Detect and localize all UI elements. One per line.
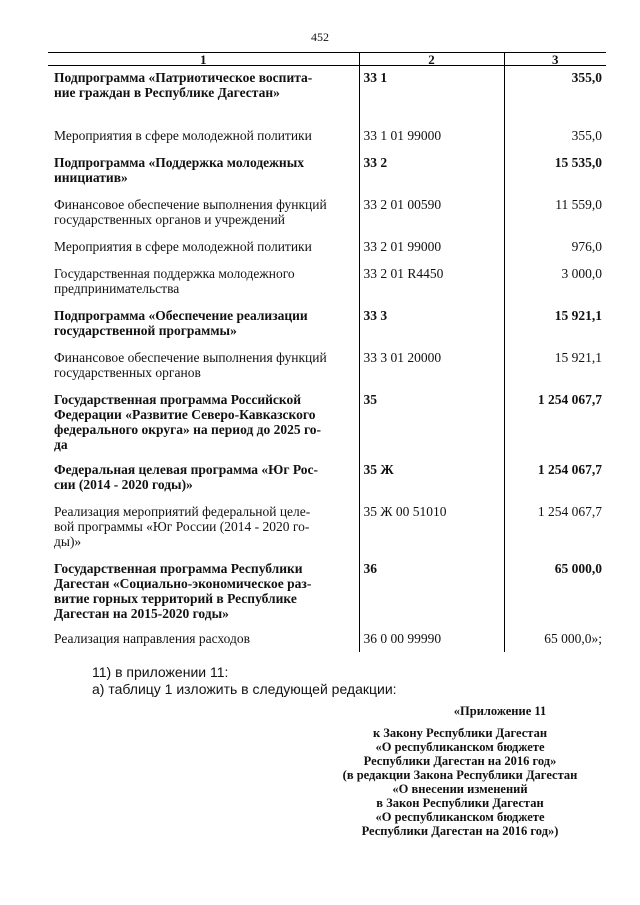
table-row [48, 388, 606, 458]
row-code: 35 Ж [359, 458, 504, 500]
page-number: 452 [311, 30, 329, 44]
row-amount: 11 559,0 [555, 196, 602, 212]
row-name: Мероприятия в сфере молодежной политики [48, 124, 359, 151]
table-row [48, 193, 606, 235]
table-row [48, 557, 606, 627]
row-code: 35 Ж 00 51010 [359, 500, 504, 557]
row-name: Подпрограмма «Патриотическое воспита- ние граждан в Республике Дагестан» [48, 66, 359, 124]
row-code: 33 3 01 20000 [359, 346, 504, 388]
table-row [48, 627, 606, 652]
row-name: Финансовое обеспечение выполнения функций государственных органов [48, 346, 359, 388]
row-code: 33 2 [359, 151, 504, 193]
paragraph-subitem-a: а) таблицу 1 изложить в следующей редакции: [92, 681, 397, 697]
row-code: 33 3 [359, 304, 504, 346]
appendix-title: «Приложение 11 [453, 704, 547, 718]
appendix-line: «О республиканском бюджете [375, 810, 545, 824]
table-row [48, 262, 606, 304]
row-amount: 65 000,0»; [544, 630, 602, 646]
row-amount: 15 921,1 [554, 307, 602, 323]
budget-table [48, 52, 606, 652]
table-row [48, 304, 606, 346]
appendix-line: «О республиканском бюджете [375, 740, 545, 754]
row-code: 33 2 01 00590 [359, 193, 504, 235]
table-row [48, 346, 606, 388]
table-row [48, 235, 606, 262]
row-name: Федеральная целевая программа «Юг Рос- сии (2014 - 2020 годы)» [48, 458, 359, 500]
row-name: Государственная программа Российской Федерации «Развитие Северо-Кавказского федерального округа» на период до 2025 го- да [48, 388, 359, 458]
row-code: 36 0 00 99990 [359, 627, 504, 652]
row-code: 33 1 01 99000 [359, 124, 504, 151]
column-header-3: 3 [504, 53, 606, 66]
appendix-line: Республики Дагестан на 2016 год») [361, 824, 559, 838]
row-name: Финансовое обеспечение выполнения функций государственных органов и учреждений [48, 193, 359, 235]
row-amount: 355,0 [571, 127, 602, 143]
row-code: 33 2 01 99000 [359, 235, 504, 262]
appendix-line: «О внесении изменений [392, 782, 528, 796]
row-code: 35 [359, 388, 504, 458]
row-name: Мероприятия в сфере молодежной политики [48, 235, 359, 262]
row-code: 36 [359, 557, 504, 627]
row-amount: 65 000,0 [554, 560, 602, 576]
table-row [48, 151, 606, 193]
appendix-line: Республики Дагестан на 2016 год» [363, 754, 557, 768]
appendix-block [320, 704, 600, 838]
row-amount: 976,0 [571, 238, 602, 254]
paragraph-item-11: 11) в приложении 11: [92, 664, 229, 680]
row-name: Подпрограмма «Поддержка молодежных инициатив» [48, 151, 359, 193]
column-header-1: 1 [48, 53, 359, 66]
row-amount: 1 254 067,7 [537, 391, 602, 407]
row-code: 33 2 01 R4450 [359, 262, 504, 304]
table-header-row [48, 53, 606, 66]
table-row [48, 458, 606, 500]
row-amount: 355,0 [571, 70, 602, 85]
row-name: Государственная поддержка молодежного предпринимательства [48, 262, 359, 304]
row-name: Государственная программа Республики Дагестан «Социально-экономическое раз- витие горных территорий в Республике Дагестан на 2015-2020 годы» [48, 557, 359, 627]
appendix-line: в Закон Республики Дагестан [376, 796, 544, 810]
table-row [48, 124, 606, 151]
row-name: Подпрограмма «Обеспечение реализации государственной программы» [48, 304, 359, 346]
row-code: 33 1 [359, 66, 504, 124]
column-header-2: 2 [359, 53, 504, 66]
row-name: Реализация мероприятий федеральной целе- вой программы «Юг России (2014 - 2020 го- ды)» [48, 500, 359, 557]
table-row [48, 66, 606, 124]
row-amount: 15 921,1 [554, 349, 602, 365]
table-row [48, 500, 606, 557]
row-amount: 1 254 067,7 [537, 503, 602, 519]
appendix-line: (в редакции Закона Республики Дагестан [342, 768, 578, 782]
row-amount: 3 000,0 [561, 265, 602, 281]
row-amount: 1 254 067,7 [537, 461, 602, 477]
row-name: Реализация направления расходов [48, 627, 359, 652]
appendix-line: к Закону Республики Дагестан [372, 726, 548, 740]
row-amount: 15 535,0 [554, 154, 602, 170]
